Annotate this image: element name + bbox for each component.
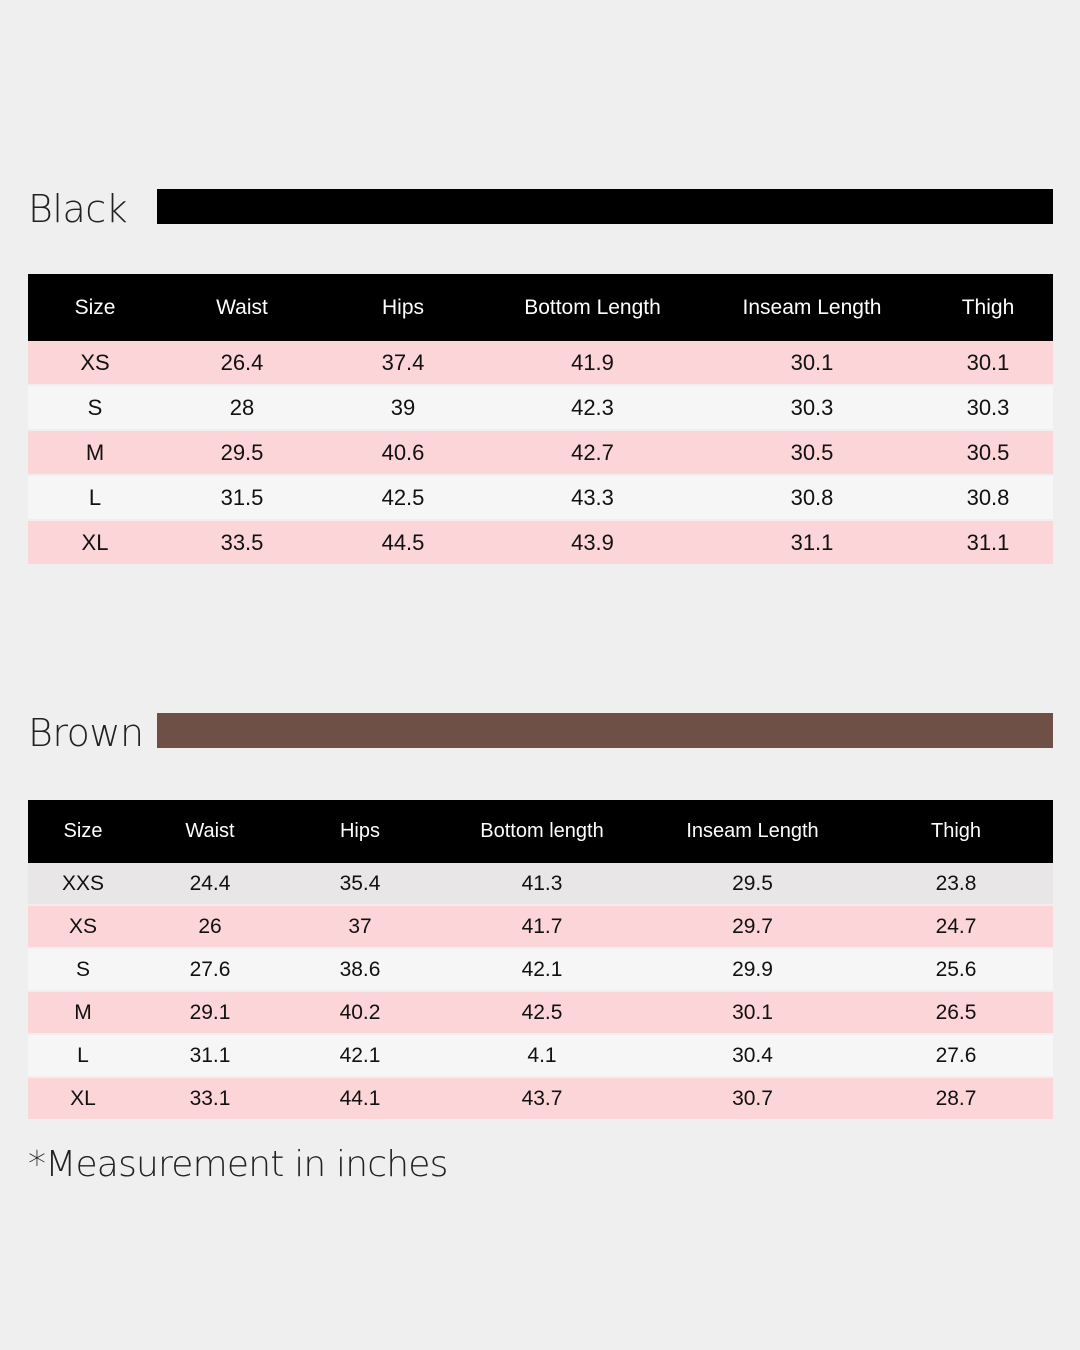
table-row [28, 520, 1053, 564]
table-row [28, 863, 1053, 905]
cell-waist: 24.4 [138, 863, 282, 905]
cell-waist: 33.1 [138, 1077, 282, 1119]
table-row [28, 430, 1053, 475]
cell-thigh: 31.1 [923, 520, 1053, 564]
brown-size-table [28, 800, 1053, 1119]
cell-hips: 44.1 [282, 1077, 438, 1119]
header-thigh: Thigh [923, 274, 1053, 341]
cell-inseam-length: 30.5 [701, 430, 923, 475]
cell-waist: 27.6 [138, 948, 282, 991]
header-size: Size [28, 800, 138, 863]
measurement-footnote: *Measurement in inches [28, 1144, 448, 1185]
cell-size: XS [28, 905, 138, 948]
cell-size: M [28, 991, 138, 1034]
table-row [28, 475, 1053, 520]
cell-inseam-length: 29.9 [646, 948, 859, 991]
cell-thigh: 27.6 [859, 1034, 1053, 1077]
cell-bottom-length: 43.9 [484, 520, 701, 564]
cell-waist: 26.4 [162, 341, 322, 385]
cell-inseam-length: 30.1 [701, 341, 923, 385]
cell-hips: 39 [322, 385, 484, 430]
cell-waist: 26 [138, 905, 282, 948]
cell-thigh: 23.8 [859, 863, 1053, 905]
cell-inseam-length: 29.7 [646, 905, 859, 948]
table-row [28, 1077, 1053, 1119]
header-size: Size [28, 274, 162, 341]
black-color-swatch [157, 189, 1053, 224]
table-row [28, 905, 1053, 948]
cell-hips: 40.6 [322, 430, 484, 475]
cell-hips: 42.1 [282, 1034, 438, 1077]
cell-size: XL [28, 520, 162, 564]
cell-waist: 29.1 [138, 991, 282, 1034]
cell-size: L [28, 475, 162, 520]
cell-inseam-length: 30.3 [701, 385, 923, 430]
header-hips: Hips [322, 274, 484, 341]
cell-bottom-length: 4.1 [438, 1034, 646, 1077]
cell-size: S [28, 948, 138, 991]
cell-thigh: 26.5 [859, 991, 1053, 1034]
brown-color-swatch [157, 713, 1053, 748]
cell-hips: 38.6 [282, 948, 438, 991]
cell-bottom-length: 42.1 [438, 948, 646, 991]
cell-inseam-length: 30.7 [646, 1077, 859, 1119]
cell-bottom-length: 43.3 [484, 475, 701, 520]
cell-hips: 35.4 [282, 863, 438, 905]
table-row [28, 948, 1053, 991]
cell-hips: 37.4 [322, 341, 484, 385]
cell-thigh: 30.1 [923, 341, 1053, 385]
table-row [28, 991, 1053, 1034]
header-bottom-length: Bottom Length [484, 274, 701, 341]
cell-waist: 29.5 [162, 430, 322, 475]
cell-waist: 28 [162, 385, 322, 430]
cell-bottom-length: 41.3 [438, 863, 646, 905]
cell-hips: 42.5 [322, 475, 484, 520]
cell-bottom-length: 43.7 [438, 1077, 646, 1119]
black-size-table [28, 274, 1053, 564]
cell-thigh: 25.6 [859, 948, 1053, 991]
cell-size: XL [28, 1077, 138, 1119]
header-inseam-length: Inseam Length [646, 800, 859, 863]
cell-thigh: 30.8 [923, 475, 1053, 520]
table-row [28, 341, 1053, 385]
cell-size: XS [28, 341, 162, 385]
header-inseam-length: Inseam Length [701, 274, 923, 341]
cell-size: S [28, 385, 162, 430]
cell-bottom-length: 42.5 [438, 991, 646, 1034]
header-waist: Waist [138, 800, 282, 863]
table-row [28, 385, 1053, 430]
brown-color-header [28, 711, 1053, 774]
cell-inseam-length: 29.5 [646, 863, 859, 905]
color-name-brown: Brown [28, 711, 144, 755]
header-hips: Hips [282, 800, 438, 863]
cell-bottom-length: 42.7 [484, 430, 701, 475]
header-waist: Waist [162, 274, 322, 341]
cell-inseam-length: 30.8 [701, 475, 923, 520]
cell-thigh: 28.7 [859, 1077, 1053, 1119]
cell-size: M [28, 430, 162, 475]
cell-hips: 40.2 [282, 991, 438, 1034]
cell-bottom-length: 42.3 [484, 385, 701, 430]
black-color-header [28, 187, 1053, 250]
table-row [28, 1034, 1053, 1077]
color-name-black: Black [28, 187, 128, 231]
cell-bottom-length: 41.7 [438, 905, 646, 948]
cell-size: XXS [28, 863, 138, 905]
cell-inseam-length: 30.1 [646, 991, 859, 1034]
cell-thigh: 30.5 [923, 430, 1053, 475]
cell-bottom-length: 41.9 [484, 341, 701, 385]
cell-hips: 44.5 [322, 520, 484, 564]
header-thigh: Thigh [859, 800, 1053, 863]
cell-thigh: 24.7 [859, 905, 1053, 948]
cell-inseam-length: 30.4 [646, 1034, 859, 1077]
cell-waist: 33.5 [162, 520, 322, 564]
cell-waist: 31.5 [162, 475, 322, 520]
cell-size: L [28, 1034, 138, 1077]
cell-waist: 31.1 [138, 1034, 282, 1077]
cell-inseam-length: 31.1 [701, 520, 923, 564]
cell-thigh: 30.3 [923, 385, 1053, 430]
cell-hips: 37 [282, 905, 438, 948]
header-bottom-length: Bottom length [438, 800, 646, 863]
table-header-row [28, 274, 1053, 341]
table-header-row [28, 800, 1053, 863]
